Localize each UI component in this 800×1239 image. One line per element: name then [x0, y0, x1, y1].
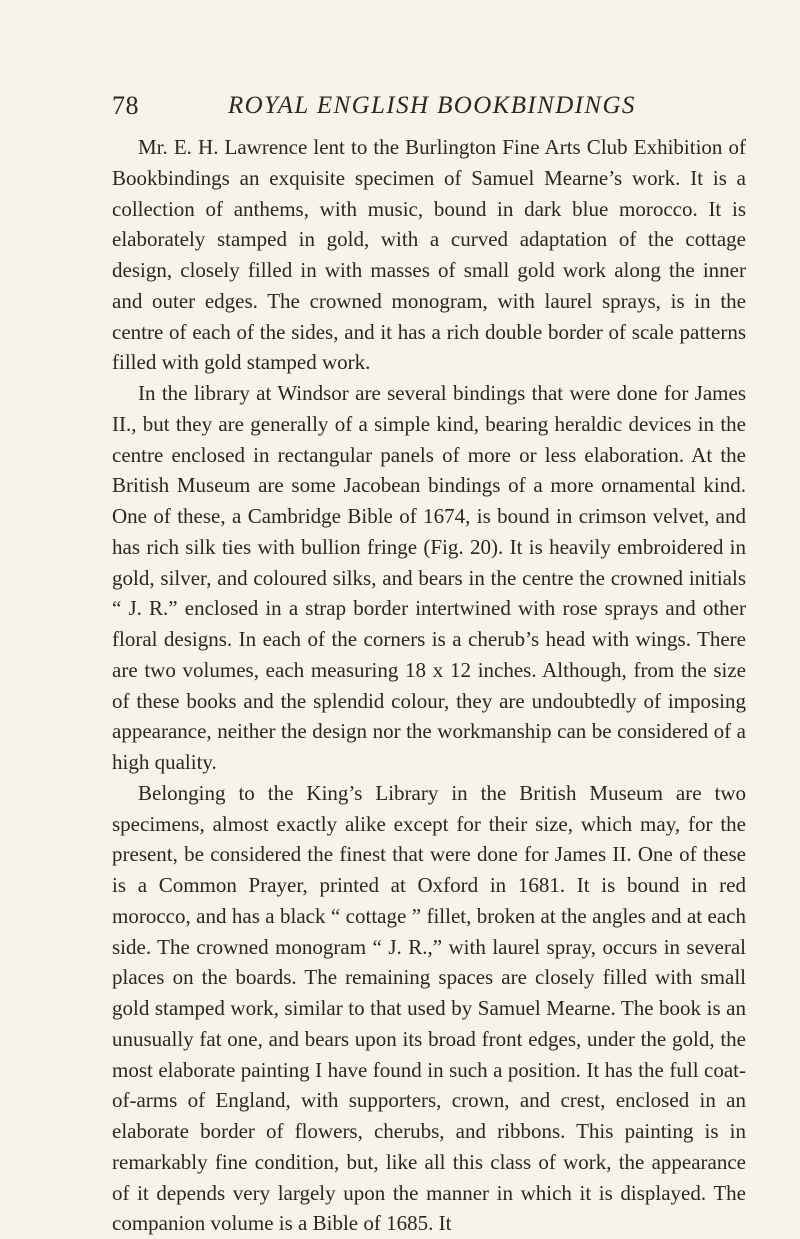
running-title: ROYAL ENGLISH BOOKBINDINGS [228, 92, 636, 119]
paragraph-james-ii-bindings: In the library at Windsor are several bindings that were done for James II., but they are generally of a simple kind, bearing heraldic devices in the centre enclosed in rectangular panels of more or less elaboration. At the British Museum are some Jacobean bindings of a more ornamental kind. One of these, a Cambridge Bible of 1674, is bound in crimson velvet, and has rich silk ties with bullion fringe (Fig. 20). It is heavily embroidered in gold, silver, and coloured silks, and bears in the centre the crowned initials “ J. R.” enclosed in a strap border intertwined with rose sprays and other floral designs. In each of the corners is a cherub’s head with wings. There are two volumes, each measuring 18 x 12 inches. Although, from the size of these books and the splendid colour, they are undoubtedly of imposing appearance, neither the design nor the workmanship can be considered of a high quality. [112, 381, 746, 774]
page-number: 78 [112, 91, 139, 120]
running-head [112, 88, 636, 124]
paragraph-kings-library-specimens: Belonging to the King’s Library in the British Museum are two specimens, almost exactly alike except for their size, which may, for the present, be considered the finest that were done for James II. One of these is a Common Prayer, printed at Oxford in 1681. It is bound in red morocco, and has a black “ cottage ” fillet, broken at the angles and at each side. The crowned monogram “ J. R.,” with laurel spray, occurs in several places on the boards. The remaining spaces are closely filled with small gold stamped work, similar to that used by Samuel Mearne. The book is an unusually fat one, and bears upon its broad front edges, under the gold, the most elaborate painting I have found in such a position. It has the full coat-of-arms of England, with supporters, crown, and crest, enclosed in an elaborate border of flowers, cherubs, and ribbons. This painting is in remarkably fine condition, but, like all this class of work, the appearance of it depends very largely upon the manner in which it is displayed. The companion volume is a Bible of 1685. It [112, 780, 746, 1236]
body-text [112, 132, 746, 1239]
paragraph-mearne-anthems: Mr. E. H. Lawrence lent to the Burlington Fine Arts Club Exhibition of Bookbindings an exquisite specimen of Samuel Mearne’s work. It is a collection of anthems, with music, bound in dark blue morocco. It is elaborately stamped in gold, with a curved adaptation of the cottage design, closely filled in with masses of small gold work along the inner and outer edges. The crowned monogram, with laurel sprays, is in the centre of each of the sides, and it has a rich double border of scale patterns filled with gold stamped work. [112, 135, 746, 375]
